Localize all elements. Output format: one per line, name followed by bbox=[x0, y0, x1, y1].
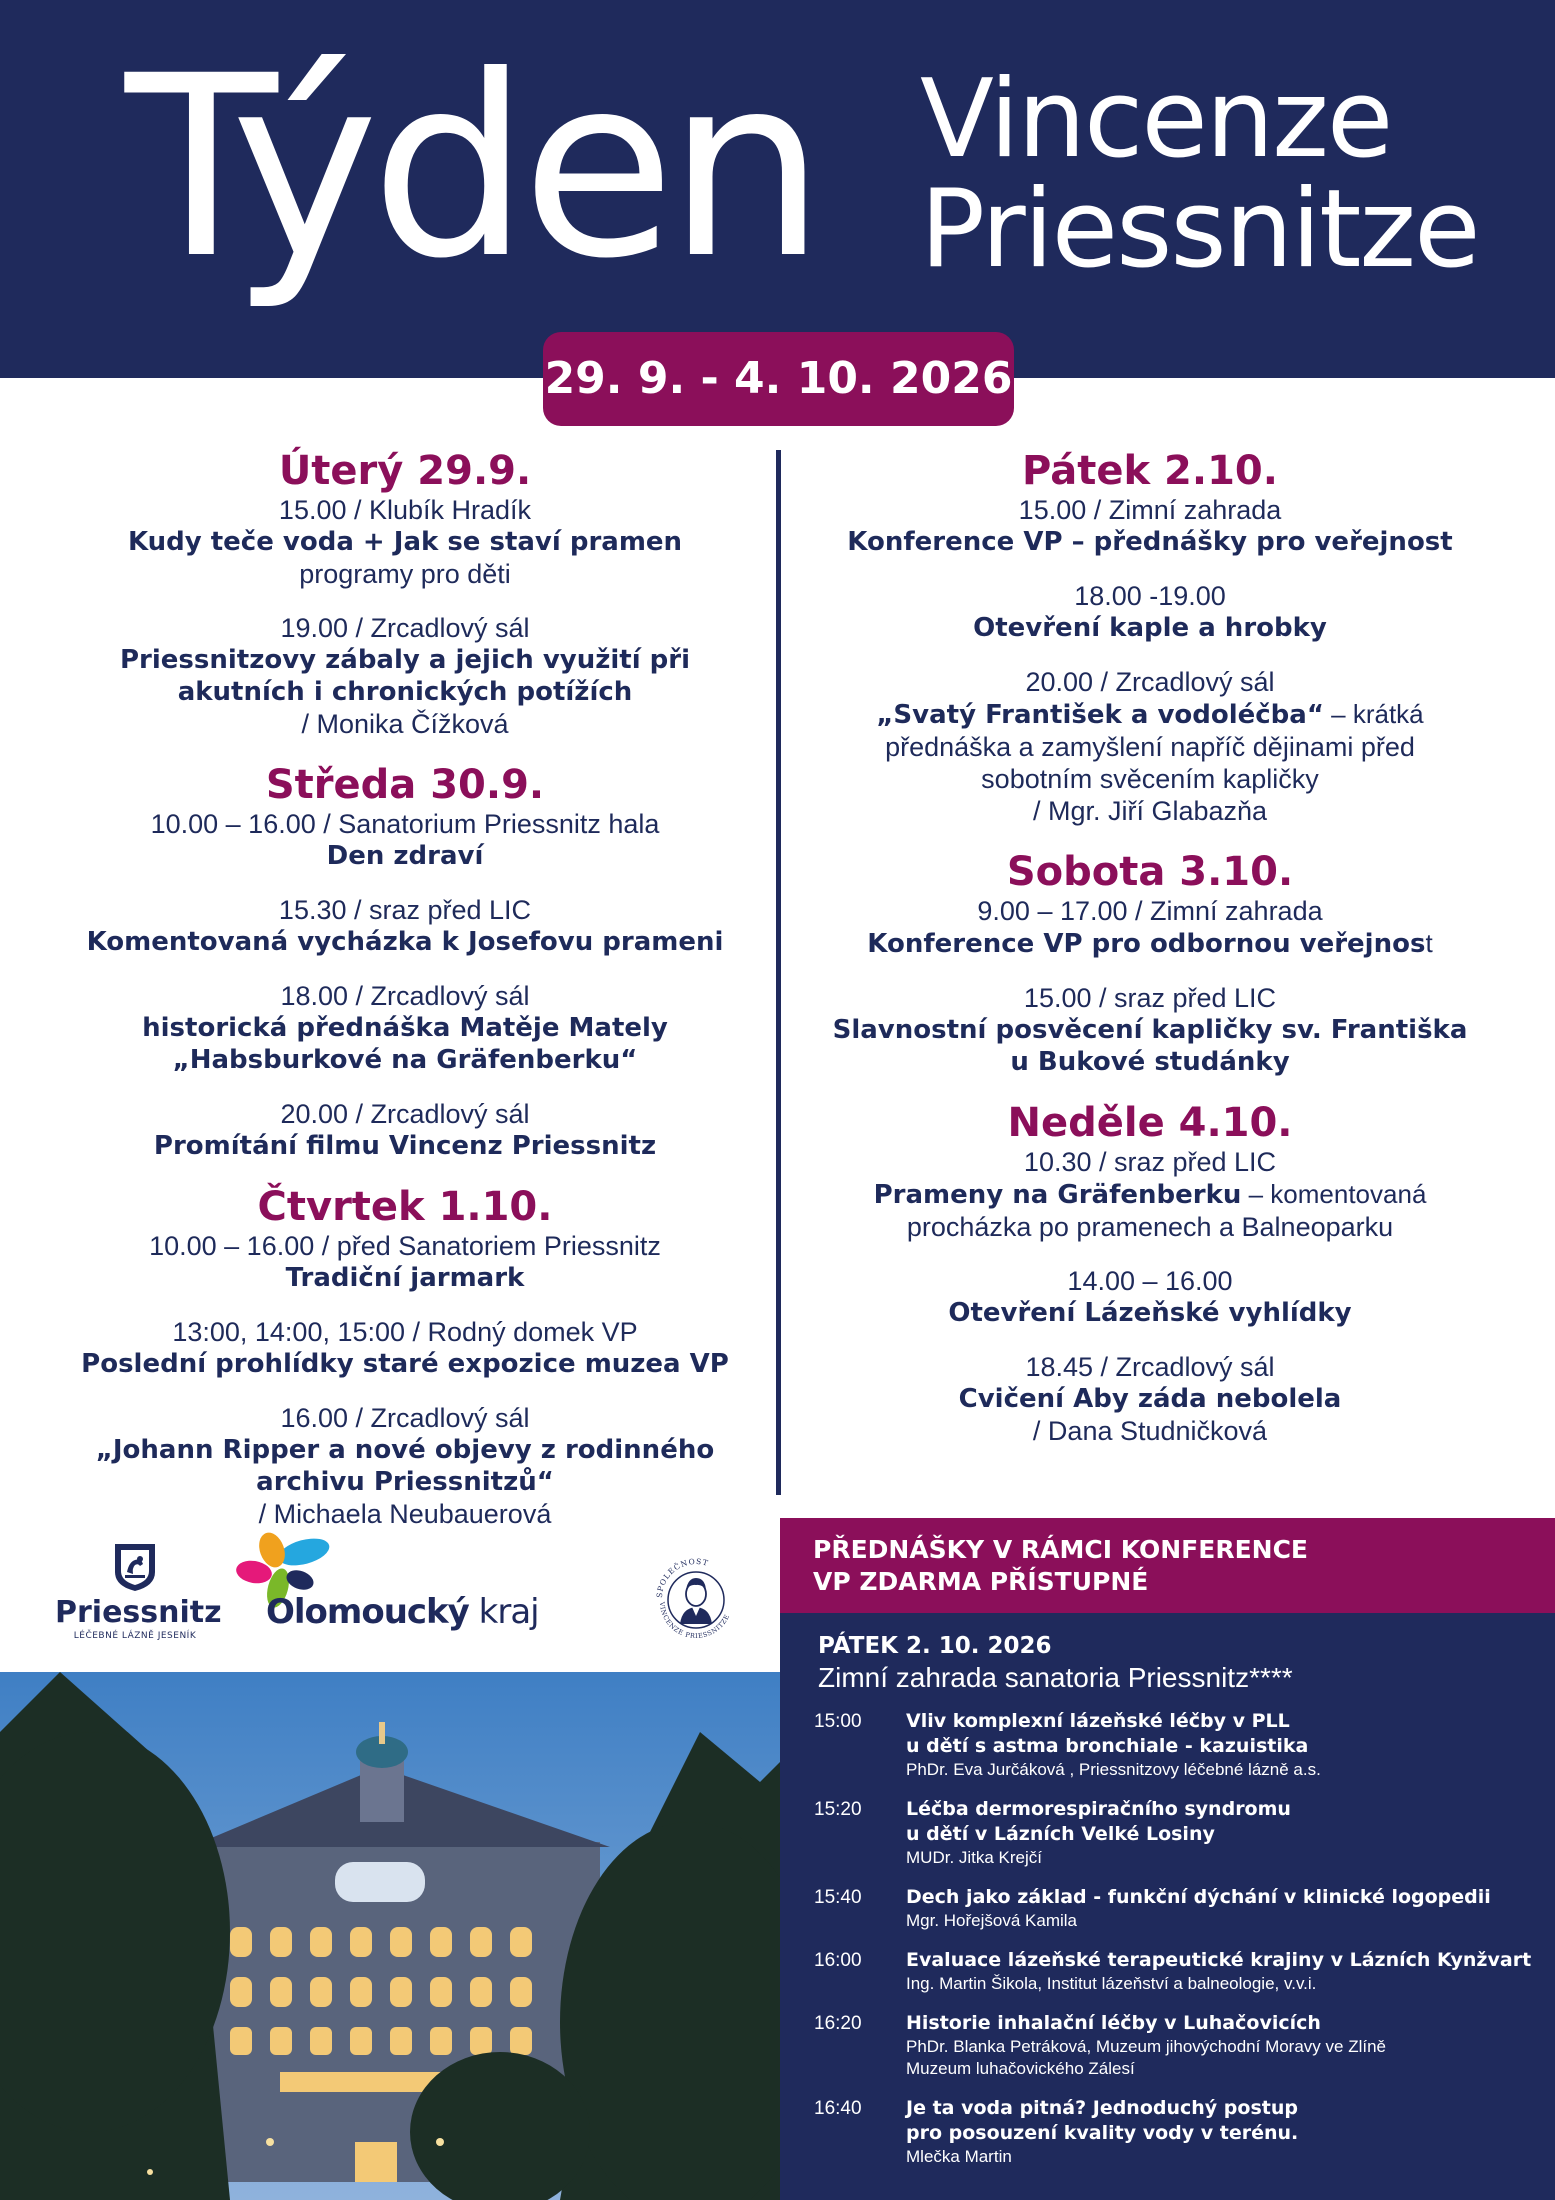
event-item bbox=[800, 982, 1500, 1078]
day-heading: Sobota 3.10. bbox=[1006, 849, 1294, 895]
talk-title: u dětí v Lázních Velké Losiny bbox=[906, 1823, 1215, 1845]
event-item bbox=[800, 1265, 1500, 1329]
event-title bbox=[800, 1178, 1500, 1211]
event-item bbox=[55, 980, 755, 1076]
day-heading: Středa 30.9. bbox=[265, 762, 545, 808]
event-time-place: 19.00 / Zrcadlový sál bbox=[280, 613, 530, 643]
event-title: Konference VP – přednášky pro veřejnost bbox=[847, 527, 1453, 557]
program-column-right bbox=[800, 448, 1500, 1469]
event-title: archivu Priessnitzů“ bbox=[256, 1467, 554, 1497]
event-time-place: 15.00 / sraz před LIC bbox=[1023, 983, 1277, 1013]
event-title: u Bukové studánky bbox=[1010, 1047, 1290, 1077]
event-title: Poslední prohlídky staré expozice muzea VP bbox=[81, 1349, 729, 1379]
olomoucky-kraj-text bbox=[266, 1592, 539, 1632]
event-time-place: 18.00 -19.00 bbox=[1074, 581, 1226, 611]
day-heading: Úterý 29.9. bbox=[278, 448, 532, 494]
event-item bbox=[800, 1146, 1500, 1243]
day-block bbox=[800, 448, 1500, 827]
event-title: Promítání filmu Vincenz Priessnitz bbox=[153, 1131, 657, 1161]
event-note: programy pro děti bbox=[299, 559, 511, 589]
talk-speaker: Mgr. Hořejšová Kamila bbox=[906, 1911, 1078, 1930]
event-item bbox=[800, 895, 1500, 960]
event-note: sobotním svěcením kapličky bbox=[981, 764, 1319, 794]
event-item bbox=[800, 580, 1500, 644]
event-title bbox=[800, 698, 1500, 731]
priessnitz-logo bbox=[55, 1542, 222, 1642]
event-item bbox=[800, 666, 1500, 827]
talk-title: Evaluace lázeňské terapeutické krajiny v Lázních Kynžvart bbox=[906, 1949, 1532, 1971]
event-title: „Habsburkové na Gräfenberku“ bbox=[172, 1045, 638, 1075]
talk-item bbox=[814, 2096, 1555, 2168]
talk-title: Historie inhalační léčby v Luhačovicích bbox=[906, 2012, 1321, 2034]
talk-list bbox=[814, 1709, 1555, 2168]
logos-row bbox=[0, 1520, 775, 1670]
event-time-place: 16.00 / Zrcadlový sál bbox=[280, 1403, 530, 1433]
day-heading: Čtvrtek 1.10. bbox=[257, 1184, 553, 1230]
talk-item bbox=[814, 1885, 1555, 1932]
event-note: procházka po pramenech a Balneoparku bbox=[906, 1212, 1394, 1242]
event-time-place: 15.00 / Klubík Hradík bbox=[278, 495, 532, 525]
talk-time: 15:00 bbox=[814, 1711, 862, 1732]
kraj-bold: Olomoucký bbox=[266, 1592, 469, 1632]
event-item bbox=[55, 1098, 755, 1162]
conference-place: Zimní zahrada sanatoria Priessnitz**** bbox=[818, 1662, 1293, 1693]
event-title: Cvičení Aby záda nebolela bbox=[958, 1384, 1342, 1414]
title-main: Týden bbox=[125, 22, 818, 313]
talk-time: 16:20 bbox=[814, 2013, 862, 2034]
talk-title: Je ta voda pitná? Jednoduchý postup bbox=[906, 2097, 1298, 2119]
event-note: / Dana Studničková bbox=[1032, 1416, 1268, 1446]
date-badge: 29. 9. - 4. 10. 2026 bbox=[543, 332, 1014, 426]
talk-time: 16:40 bbox=[814, 2098, 862, 2119]
event-time-place: 15.00 / Zimní zahrada bbox=[1018, 495, 1282, 525]
event-item bbox=[55, 808, 755, 872]
event-time-place: 9.00 – 17.00 / Zimní zahrada bbox=[977, 896, 1323, 926]
event-title-rest: – komentovaná bbox=[1241, 1179, 1427, 1209]
day-block bbox=[800, 849, 1500, 1078]
sanatorium-photo bbox=[0, 1672, 780, 2200]
event-title: Otevření kaple a hrobky bbox=[973, 613, 1327, 643]
event-title: „Johann Ripper a nové objevy z rodinného bbox=[95, 1435, 715, 1465]
event-title-rest: – krátká bbox=[1323, 699, 1424, 729]
talk-time: 15:20 bbox=[814, 1799, 862, 1820]
event-title-bold: „Svatý František a vodoléčba“ bbox=[876, 700, 1324, 730]
event-title: Den zdraví bbox=[326, 841, 484, 871]
day-block bbox=[55, 448, 755, 740]
event-item bbox=[55, 612, 755, 740]
conference-panel bbox=[780, 1613, 1555, 2200]
event-title: Otevření Lázeňské vyhlídky bbox=[948, 1298, 1352, 1328]
priessnitz-logo-sub: LÉČEBNÉ LÁZNĚ JESENÍK bbox=[73, 1631, 197, 1641]
talk-speaker: MUDr. Jitka Krejčí bbox=[906, 1848, 1043, 1867]
event-note: / Monika Čížková bbox=[301, 709, 509, 739]
olomoucky-kraj-logo bbox=[232, 1532, 572, 1642]
event-item bbox=[800, 494, 1500, 558]
talk-title: Dech jako základ - funkční dýchání v klinické logopedii bbox=[906, 1886, 1491, 1908]
event-time-place: 20.00 / Zrcadlový sál bbox=[280, 1099, 530, 1129]
day-heading: Pátek 2.10. bbox=[1022, 448, 1278, 494]
talk-item bbox=[814, 1948, 1555, 1995]
column-divider bbox=[776, 450, 781, 1495]
event-title bbox=[800, 927, 1500, 960]
talk-title: Vliv komplexní lázeňské léčby v PLL bbox=[906, 1710, 1290, 1732]
event-time-place: 15.30 / sraz před LIC bbox=[278, 895, 532, 925]
talk-time: 16:00 bbox=[814, 1950, 862, 1971]
day-block bbox=[800, 1100, 1500, 1447]
event-time-place: 18.00 / Zrcadlový sál bbox=[280, 981, 530, 1011]
event-note: / Mgr. Jiří Glabazňa bbox=[1032, 796, 1268, 826]
event-time-place: 10.30 / sraz před LIC bbox=[1023, 1147, 1277, 1177]
seal-bottom-text: VINCENZE PRIESSNITZE bbox=[657, 1601, 732, 1641]
event-title-rest: t bbox=[1425, 928, 1433, 958]
day-block bbox=[55, 762, 755, 1162]
event-time-place: 18.45 / Zrcadlový sál bbox=[1025, 1352, 1275, 1382]
priessnitz-logo-name: Priessnitz bbox=[55, 1595, 222, 1630]
event-time-place: 10.00 – 16.00 / před Sanatoriem Priessnitz bbox=[149, 1231, 661, 1261]
event-title: Tradiční jarmark bbox=[285, 1263, 525, 1293]
kraj-rest: kraj bbox=[468, 1592, 539, 1632]
conference-heading-line-1: PŘEDNÁŠKY V RÁMCI KONFERENCE bbox=[813, 1535, 1308, 1564]
header-banner bbox=[0, 0, 1555, 378]
event-note: přednáška a zamyšlení napříč dějinami před bbox=[885, 732, 1415, 762]
event-title: Slavnostní posvěcení kapličky sv. Františka bbox=[832, 1015, 1468, 1045]
event-title: akutních i chronických potížích bbox=[177, 677, 633, 707]
program-column-left bbox=[55, 448, 755, 1552]
conference-heading bbox=[780, 1518, 1555, 1613]
event-item bbox=[55, 894, 755, 958]
event-title-bold: Prameny na Gräfenberku bbox=[873, 1180, 1242, 1210]
event-time-place: 14.00 – 16.00 bbox=[1067, 1266, 1233, 1296]
day-heading: Neděle 4.10. bbox=[1007, 1100, 1293, 1146]
day-block bbox=[55, 1184, 755, 1530]
event-title: Komentovaná vycházka k Josefovu prameni bbox=[86, 927, 724, 957]
talk-time: 15:40 bbox=[814, 1887, 862, 1908]
talk-speaker: Ing. Martin Šikola, Institut lázeňství a balneologie, v.v.i. bbox=[906, 1974, 1317, 1993]
event-time-place: 20.00 / Zrcadlový sál bbox=[1025, 667, 1275, 697]
event-item bbox=[55, 1230, 755, 1294]
talk-item bbox=[814, 2011, 1555, 2080]
event-title: Kudy teče voda + Jak se staví pramen bbox=[127, 527, 683, 557]
event-item bbox=[800, 1351, 1500, 1447]
talk-speaker: Mlečka Martin bbox=[906, 2147, 1012, 2166]
event-time-place: 13:00, 14:00, 15:00 / Rodný domek VP bbox=[172, 1317, 638, 1347]
talk-speaker: Muzeum luhačovického Zálesí bbox=[906, 2059, 1135, 2078]
event-item bbox=[55, 1316, 755, 1380]
talk-speaker: PhDr. Eva Jurčáková , Priessnitzovy léčebné lázně a.s. bbox=[906, 1760, 1321, 1779]
event-title: Priessnitzovy zábaly a jejich využití při bbox=[119, 645, 691, 675]
event-time-place: 10.00 – 16.00 / Sanatorium Priessnitz hala bbox=[150, 809, 660, 839]
spolecnost-seal-icon bbox=[650, 1540, 742, 1650]
event-item bbox=[55, 494, 755, 590]
talk-title: Léčba dermorespiračního syndromu bbox=[906, 1798, 1291, 1820]
event-item bbox=[55, 1402, 755, 1530]
talk-title: pro posouzení kvality vody v terénu. bbox=[906, 2122, 1299, 2144]
event-note: / Michaela Neubauerová bbox=[258, 1499, 552, 1529]
talk-speaker: PhDr. Blanka Petráková, Muzeum jihovýchodní Moravy ve Zlíně bbox=[906, 2037, 1386, 2056]
event-title-bold: Konference VP pro odbornou veřejnos bbox=[867, 929, 1426, 959]
shield-icon bbox=[113, 1542, 157, 1592]
title-line-1: Vincenze bbox=[920, 57, 1392, 182]
conference-heading-line-2: VP ZDARMA PŘÍSTUPNÉ bbox=[813, 1567, 1149, 1596]
talk-item bbox=[814, 1797, 1555, 1869]
conference-day: PÁTEK 2. 10. 2026 bbox=[818, 1633, 1052, 1659]
seal-top-text: SPOLEČNOST bbox=[654, 1556, 710, 1599]
event-title: historická přednáška Matěje Mately bbox=[142, 1013, 668, 1043]
title-line-2: Priessnitze bbox=[920, 167, 1479, 292]
talk-item bbox=[814, 1709, 1555, 1781]
talk-title: u dětí s astma bronchiale - kazuistika bbox=[906, 1735, 1309, 1757]
